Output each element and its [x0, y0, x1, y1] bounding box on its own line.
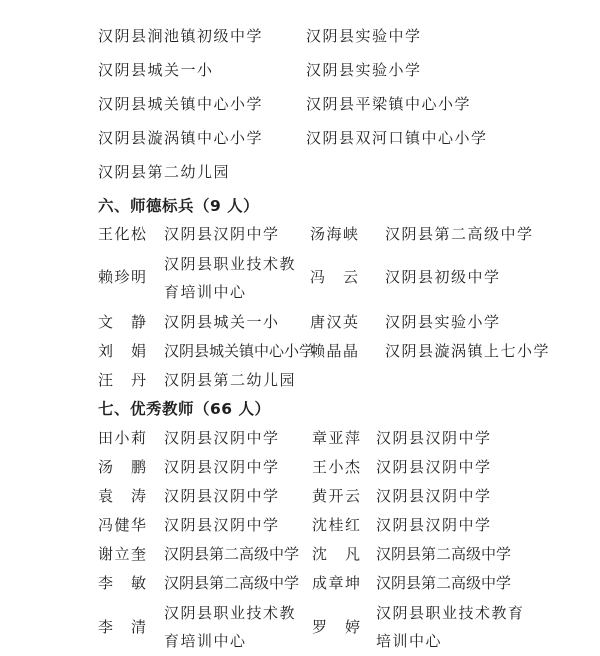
person-unit: 汉阴县汉阴中学 [164, 225, 280, 243]
person-unit: 汉阴县实验小学 [385, 313, 501, 331]
person-name: 李 敏 [98, 574, 148, 592]
person-name: 汤 鹏 [98, 458, 148, 476]
person-unit: 汉阴县职业技术教 [164, 255, 297, 273]
person-name: 黄开云 [312, 487, 362, 505]
person-name: 谢立奎 [98, 545, 148, 563]
school-list-item: 汉阴县双河口镇中心小学 [306, 129, 488, 147]
person-unit: 汉阴县漩涡镇上七小学 [385, 342, 551, 360]
person-unit-continued: 培训中心 [376, 632, 443, 650]
person-name: 刘 娟 [98, 342, 148, 360]
person-unit: 汉阴县汉阴中学 [164, 429, 280, 447]
person-unit-continued: 育培训中心 [164, 632, 247, 650]
person-unit: 汉阴县汉阴中学 [376, 429, 492, 447]
person-name: 唐汉英 [310, 313, 360, 331]
school-list-item: 汉阴县涧池镇初级中学 [98, 27, 264, 45]
person-name: 成章坤 [312, 574, 362, 592]
person-unit: 汉阴县城关一小 [164, 313, 280, 331]
person-unit: 汉阴县汉阴中学 [164, 458, 280, 476]
person-unit: 汉阴县初级中学 [385, 268, 501, 286]
person-unit: 汉阴县汉阴中学 [376, 458, 492, 476]
person-name: 王化松 [98, 225, 148, 243]
person-name: 赖晶晶 [310, 342, 360, 360]
person-unit: 汉阴县第二高级中学 [376, 574, 512, 592]
school-list-item: 汉阴县实验中学 [306, 27, 422, 45]
school-list-item: 汉阴县实验小学 [306, 61, 422, 79]
person-unit: 汉阴县第二高级中学 [164, 545, 300, 563]
person-unit: 汉阴县第二高级中学 [376, 545, 512, 563]
school-list-item: 汉阴县第二幼儿园 [98, 163, 231, 181]
person-unit: 汉阴县第二高级中学 [385, 225, 534, 243]
person-unit: 汉阴县第二幼儿园 [164, 371, 297, 389]
person-name: 罗 婷 [312, 618, 362, 636]
person-unit: 汉阴县职业技术教育 [376, 604, 525, 622]
person-name: 赖珍明 [98, 268, 148, 286]
person-unit: 汉阴县第二高级中学 [164, 574, 300, 592]
person-name: 田小莉 [98, 429, 148, 447]
person-name: 章亚萍 [312, 429, 362, 447]
person-name: 沈桂红 [312, 516, 362, 534]
section-heading-model-teachers: 六、师德标兵（9 人） [98, 197, 260, 215]
person-name: 汤海峡 [310, 225, 360, 243]
person-unit: 汉阴县汉阴中学 [164, 516, 280, 534]
person-name: 王小杰 [312, 458, 362, 476]
person-name: 冯 云 [310, 268, 360, 286]
section-heading-excellent-teachers: 七、优秀教师（66 人） [98, 400, 271, 418]
person-name: 李 清 [98, 618, 148, 636]
person-name: 文 静 [98, 313, 148, 331]
school-list-item: 汉阴县漩涡镇中心小学 [98, 129, 264, 147]
person-unit: 汉阴县汉阴中学 [376, 516, 492, 534]
person-unit: 汉阴县职业技术教 [164, 604, 297, 622]
person-name: 袁 涛 [98, 487, 148, 505]
school-list-item: 汉阴县城关镇中心小学 [98, 95, 264, 113]
school-list-item: 汉阴县平梁镇中心小学 [306, 95, 472, 113]
person-name: 冯健华 [98, 516, 148, 534]
school-list-item: 汉阴县城关一小 [98, 61, 214, 79]
person-name: 沈 凡 [312, 545, 362, 563]
person-unit: 汉阴县汉阴中学 [164, 487, 280, 505]
person-unit-continued: 育培训中心 [164, 283, 247, 301]
person-unit: 汉阴县城关镇中心小学 [164, 342, 315, 360]
person-name: 汪 丹 [98, 371, 148, 389]
person-unit: 汉阴县汉阴中学 [376, 487, 492, 505]
